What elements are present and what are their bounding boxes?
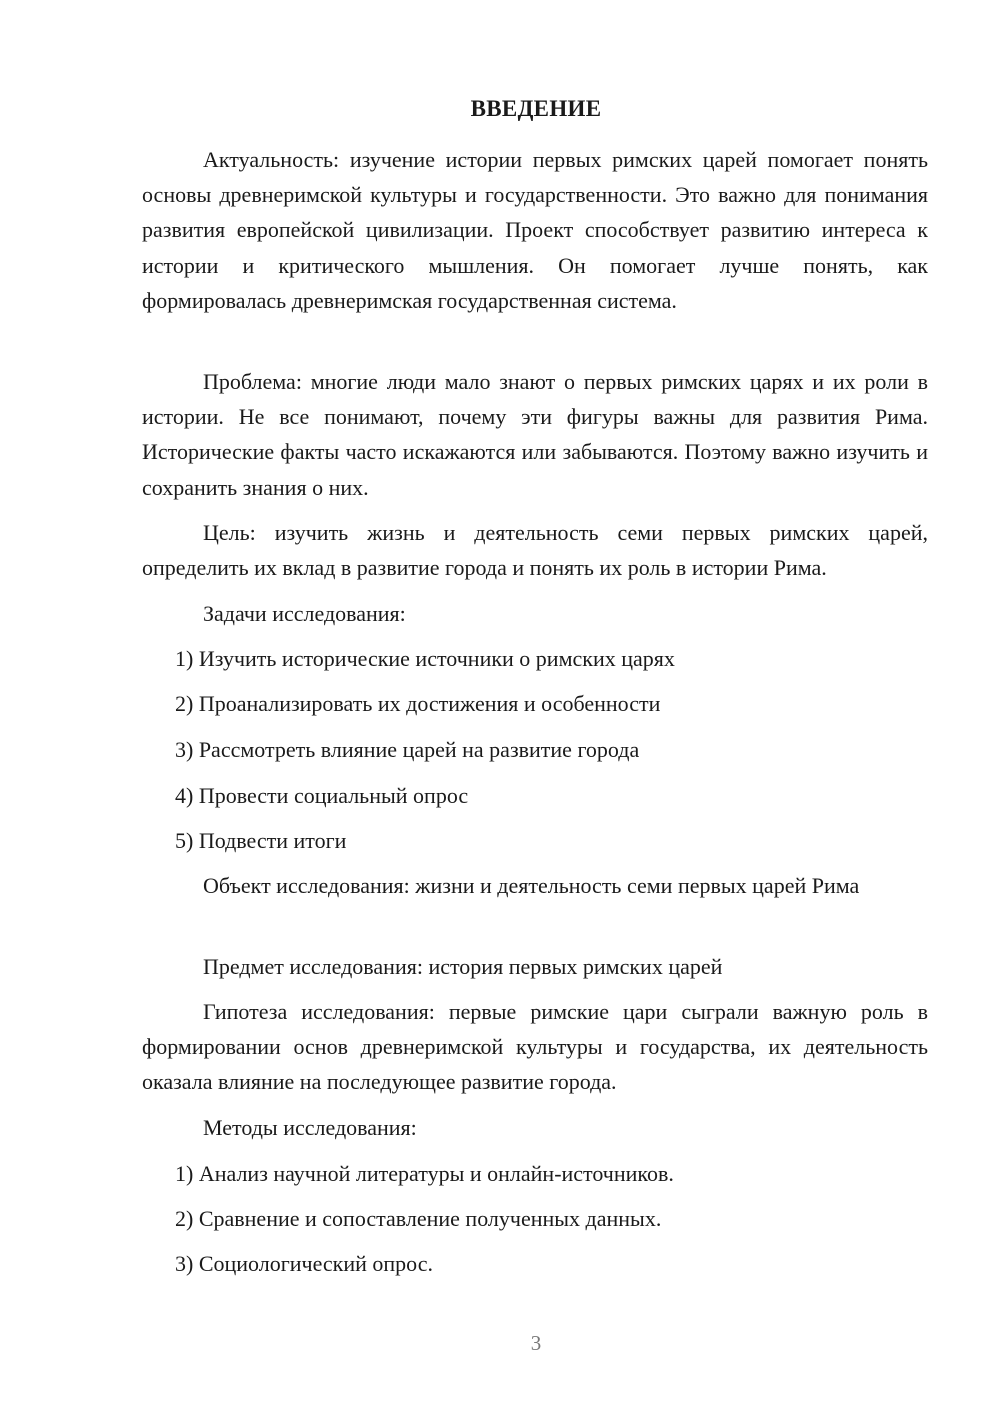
page-number: 3 — [530, 1331, 542, 1355]
method-item: 2) Сравнение и сопоставление полученных данных. — [175, 1206, 662, 1231]
object-paragraph: Объект исследования: жизни и деятельность семи первых царей Рима — [203, 873, 860, 898]
method-item: 3) Социологический опрос. — [175, 1251, 433, 1276]
hypothesis-paragraph: Гипотеза исследования: первые римские цари сыграли важную роль в формировании основ древнеримской культуры и государства, их деятельность оказала влияние на последующее развитие города. — [142, 999, 928, 1095]
tasks-heading: Задачи исследования: — [203, 601, 406, 626]
section-title: ВВЕДЕНИЕ — [470, 96, 602, 121]
methods-heading: Методы исследования: — [203, 1115, 417, 1140]
relevance-paragraph: Актуальность: изучение истории первых римских царей помогает понять основы древнеримской культуры и государственности. Это важно для понимания развития европейской цивилизации. Проект способствует развитию интереса к истории и критического мышления. Он помогает лучше понять, как формировалась древнеримская государственная система. — [142, 147, 928, 313]
task-item: 2) Проанализировать их достижения и особенности — [175, 691, 661, 716]
task-item: 4) Провести социальный опрос — [175, 783, 469, 808]
goal-paragraph: Цель: изучить жизнь и деятельность семи первых римских царей, определить их вклад в развитие города и понять их роль в истории Рима. — [142, 520, 928, 581]
task-item: 3) Рассмотреть влияние царей на развитие города — [175, 737, 640, 762]
method-item: 1) Анализ научной литературы и онлайн-источников. — [175, 1161, 674, 1186]
subject-paragraph: Предмет исследования: история первых римских царей — [203, 954, 723, 979]
problem-paragraph: Проблема: многие люди мало знают о первых римских царях и их роли в истории. Не все понимают, почему эти фигуры важны для развития Рима. Исторические факты часто искажаются или забываются. Поэтому важно изучить и сохранить знания о них. — [142, 369, 928, 500]
task-item: 5) Подвести итоги — [175, 828, 347, 853]
task-item: 1) Изучить исторические источники о римских царях — [175, 646, 675, 671]
